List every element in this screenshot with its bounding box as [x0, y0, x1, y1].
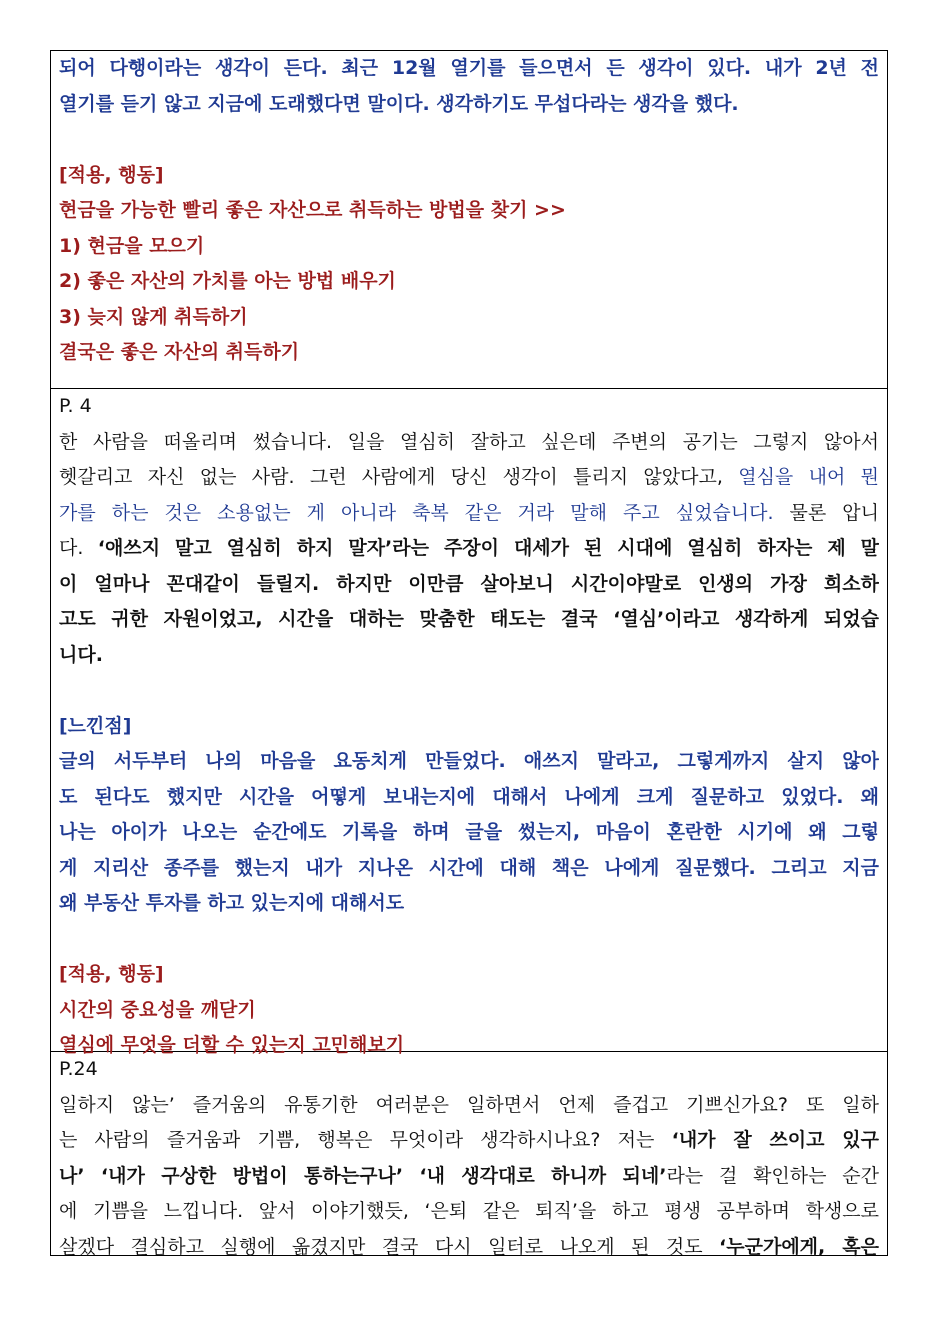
quote-line	[59, 531, 879, 567]
section-heading-feeling: [느낀점]	[59, 714, 132, 737]
quote-bold: ‘애쓰지 말고 열심히 하지 말자’라는 주장이 대세가 된 시대에 열심히 하자는 제 말	[97, 537, 879, 559]
quote-line	[59, 496, 879, 532]
quote-text: 는 사람의 즐거움과 기쁨, 행복은 무엇이라 생각하시나요? 저는	[59, 1129, 672, 1151]
quote-highlight: 열심을 내어 뭔	[738, 466, 879, 488]
page-reference: P. 4	[59, 395, 92, 417]
section-heading-action: [적용, 행동]	[59, 163, 164, 186]
text-line: 되어 다행이라는 생각이 든다. 최근 12월 열기를 들으면서 든 생각이 있다. 내가 2년 전	[59, 57, 879, 79]
action-item: 1) 현금을 모으기	[59, 234, 205, 257]
table-cell-3	[50, 1052, 888, 1256]
quote-line	[59, 1159, 879, 1195]
action-item: 열심에 무엇을 더할 수 있는지 고민해보기	[59, 1034, 405, 1056]
text-line: 열기를 듣기 않고 지금에 도래했다면 말이다. 생각하기도 무섭다라는 생각을 했다.	[59, 92, 739, 115]
feeling-line: 글의 서두부터 나의 마음을 요동치게 만들었다. 애쓰지 말라고, 그렇게까지 살지 않아	[59, 750, 879, 772]
feeling-line: 도 된다도 했지만 시간을 어떻게 보내는지에 대해서 나에게 크게 질문하고 있었다. 왜	[59, 785, 879, 808]
quote-line: 니다.	[59, 643, 103, 666]
quote-text: 헷갈리고 자신 없는 사람. 그런 사람에게 당신 생각이 틀리지 않았다고,	[59, 466, 739, 488]
action-item: 현금을 가능한 빨리 좋은 자산으로 취득하는 방법을 찾기 >>	[59, 199, 566, 221]
feeling-line: 나는 아이가 나오는 순간에도 기록을 하며 글을 썼는지, 마음이 혼란한 시기에 왜 그렇	[59, 821, 879, 843]
action-item: 2) 좋은 자산의 가치를 아는 방법 배우기	[59, 270, 396, 292]
action-item: 3) 늦지 않게 취득하기	[59, 305, 248, 328]
quote-line: 한 사람을 떠올리며 썼습니다. 일을 열심히 잘하고 싶은데 주변의 공기는 그렇지 않아서	[59, 430, 879, 453]
quote-highlight: 가를 하는 것은 소용없는 게 아니라 축복 같은 거라 말해 주고 싶었습니다.	[59, 501, 774, 524]
quote-text: 다.	[59, 537, 98, 559]
document-table	[50, 50, 888, 1256]
section-heading-action: [적용, 행동]	[59, 963, 164, 985]
feeling-line: 게 지리산 종주를 했는지 내가 지나온 시간에 대해 책은 나에게 질문했다. 그리고 지금	[59, 856, 879, 879]
quote-line: 에 기쁨을 느낍니다. 앞서 이야기했듯, ‘은퇴 같은 퇴직’을 하고 평생 공부하며 학생으로	[59, 1200, 879, 1222]
feeling-line: 왜 부동산 투자를 하고 있는지에 대해서도	[59, 892, 405, 914]
quote-text: 라는 걸 확인하는 순간	[666, 1164, 879, 1187]
page-reference: P.24	[59, 1058, 98, 1080]
quote-text: 물론 압니	[773, 501, 879, 524]
quote-line	[59, 1230, 879, 1266]
quote-line: 일하지 않는’ 즐거움의 유통기한 여러분은 일하면서 언제 즐겁고 기쁘신가요? 또 일하	[59, 1093, 879, 1116]
quote-bold: 나’ ‘내가 구상한 방법이 통하는구나’ ‘내 생각대로 하니까 되네’	[59, 1164, 667, 1187]
quote-line: 고도 귀한 자원이었고, 시간을 대하는 맞춤한 태도는 결국 ‘열심’이라고 생각하게 되었습	[59, 608, 879, 630]
quote-line: 이 얼마나 꼰대같이 들릴지. 하지만 이만큼 살아보니 시간이야말로 인생의 가장 희소하	[59, 572, 879, 595]
quote-line	[59, 1123, 879, 1159]
quote-line	[59, 460, 879, 496]
quote-text: 살겠다 결심하고 실행에 옮겼지만 결국 다시 일터로 나오게 된 것도	[59, 1235, 720, 1258]
action-item: 시간의 중요성을 깨닫기	[59, 998, 256, 1021]
table-cell-2	[50, 389, 888, 1056]
quote-bold: ‘내가 잘 쓰이고 있구	[671, 1129, 879, 1151]
quote-bold: ‘누군가에게, 혹은	[719, 1235, 879, 1258]
table-cell-1	[50, 50, 888, 389]
action-item: 결국은 좋은 자산의 취득하기	[59, 341, 300, 363]
